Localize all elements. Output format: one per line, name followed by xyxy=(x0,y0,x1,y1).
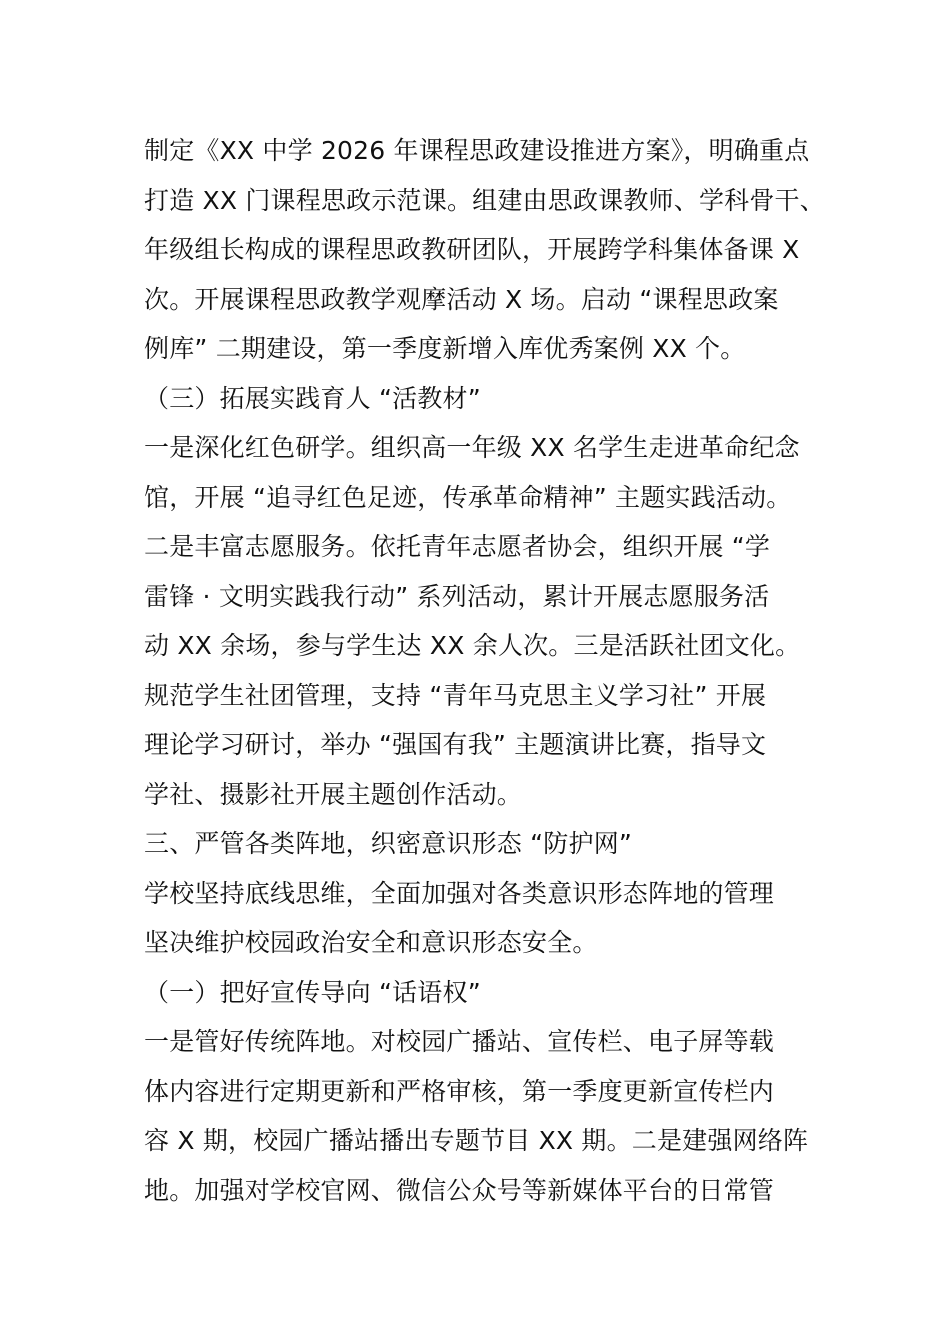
text-line: 容 X 期，校园广播站播出专题节目 XX 期。二是建强网络阵 xyxy=(144,1126,809,1155)
text-line: 地。加强对学校官网、微信公众号等新媒体平台的日常管 xyxy=(144,1175,775,1205)
text-line: 坚决维护校园政治安全和意识形态安全。 xyxy=(144,928,598,957)
body-text xyxy=(144,126,824,1215)
text-line: 理论学习研讨，举办 “强国有我” 主题演讲比赛，指导文 xyxy=(144,730,767,759)
text-line: 一是深化红色研学。组织高一年级 XX 名学生走进革命纪念 xyxy=(144,433,800,462)
text-line: 动 XX 余场，参与学生达 XX 余人次。三是活跃社团文化。 xyxy=(144,631,801,660)
text-line: 次。开展课程思政教学观摩活动 X 场。启动 “课程思政案 xyxy=(144,284,779,314)
text-line: 打造 XX 门课程思政示范课。组建由思政课教师、学科骨干、 xyxy=(144,185,825,215)
text-line: 一是管好传统阵地。对校园广播站、宣传栏、电子屏等载 xyxy=(144,1027,775,1056)
section-heading: 三、严管各类阵地，织密意识形态 “防护网” xyxy=(144,829,633,858)
text-line: 学社、摄影社开展主题创作活动。 xyxy=(144,779,523,809)
text-line: 制定《XX 中学 2026 年课程思政建设推进方案》，明确重点 xyxy=(144,136,810,165)
text-line: 规范学生社团管理，支持 “青年马克思主义学习社” 开展 xyxy=(144,680,767,710)
text-line: 学校坚持底线思维，全面加强对各类意识形态阵地的管理 xyxy=(144,878,775,908)
text-line: 体内容进行定期更新和严格审核，第一季度更新宣传栏内 xyxy=(144,1076,775,1106)
text-line: 例库” 二期建设，第一季度新增入库优秀案例 XX 个。 xyxy=(144,334,746,363)
section-heading: （一）把好宣传导向 “话语权” xyxy=(144,977,481,1007)
section-heading: （三）拓展实践育人 “活教材” xyxy=(144,383,481,413)
text-line: 雷锋 · 文明实践我行动” 系列活动，累计开展志愿服务活 xyxy=(144,581,770,611)
text-line: 二是丰富志愿服务。依托青年志愿者协会，组织开展 “学 xyxy=(144,532,771,561)
text-line: 馆，开展 “追寻红色足迹，传承革命精神” 主题实践活动。 xyxy=(144,482,792,512)
text-line: 年级组长构成的课程思政教研团队，开展跨学科集体备课 X xyxy=(144,235,800,264)
